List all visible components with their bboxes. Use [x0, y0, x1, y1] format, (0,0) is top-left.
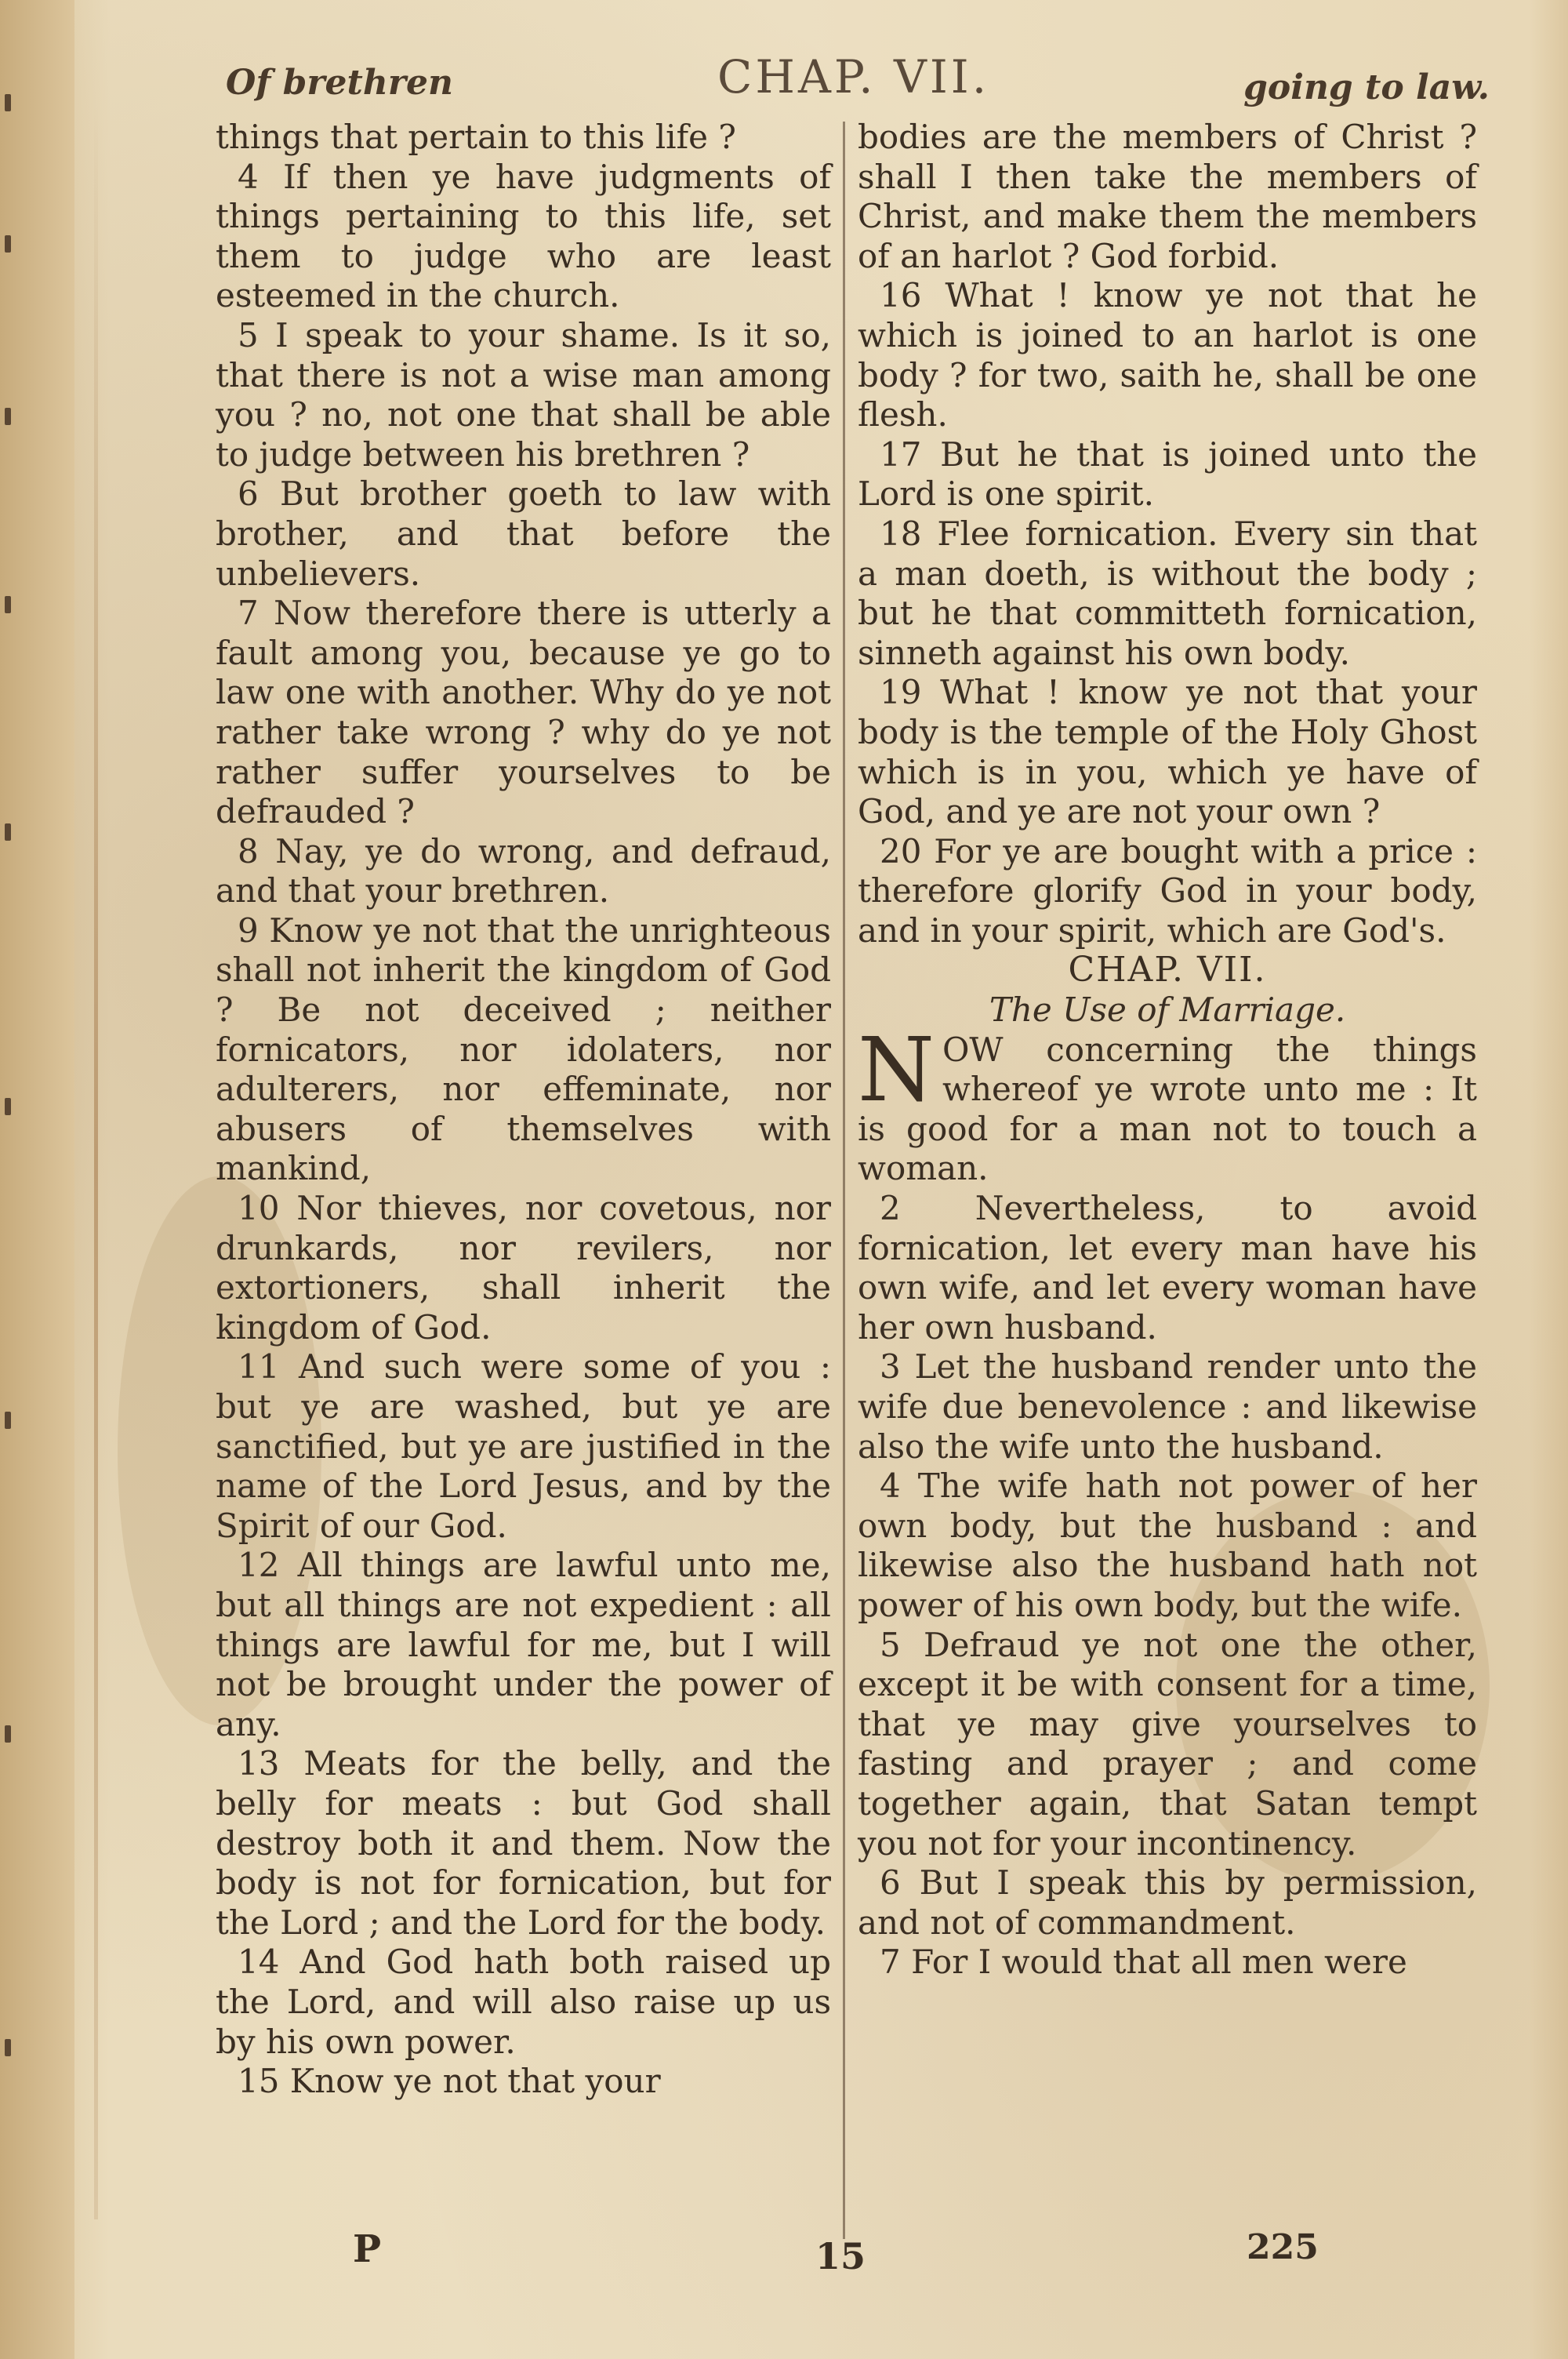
header-chapter: CHAP. VII. — [717, 50, 990, 104]
running-header — [212, 47, 1490, 118]
verse-paragraph: 3 Let the husband render unto the wife due benevolence : and likewise also the wife unto the husband. — [858, 1347, 1477, 1466]
verse-paragraph: 5 Defraud ye not one the other, except it be with consent for a time, that ye may give yourselves to fasting and prayer ; and come together again, that Satan tempt you not for your incontinency. — [858, 1625, 1477, 1863]
verse-paragraph: 7 For I would that all men were — [880, 1943, 1407, 1982]
margin-mark — [5, 235, 11, 253]
verse-paragraph: 10 Nor thieves, nor covetous, nor drunkards, nor revilers, nor extortioners, shall inherit the kingdom of God. — [216, 1189, 831, 1347]
verse-paragraph: 5 I speak to your shame. Is it so, that there is not a wise man among you ? no, not one that shall be able to judge between his brethren ? — [216, 315, 831, 474]
margin-mark — [5, 823, 11, 841]
chapter-intro-verse — [858, 1019, 1477, 1189]
drop-cap: N — [858, 1019, 935, 1121]
chapter-heading: CHAP. VII. — [1068, 950, 1267, 990]
verse-paragraph: 7 Now therefore there is utterly a fault among you, because ye go to law one with another. Why do ye not rather take wrong ? why do ye not rather suffer yourselves to be defrauded ? — [216, 594, 831, 831]
verse-paragraph: 15 Know ye not that your — [238, 2062, 661, 2101]
verse-paragraph: 20 For ye are bought with a price : therefore glorify God in your body, and in your spirit, which are God's. — [858, 831, 1477, 950]
verse-paragraph: 6 But brother goeth to law with brother, and that before the unbelievers. — [216, 474, 831, 593]
margin-mark — [5, 596, 11, 613]
verse-paragraph: 2 Nevertheless, to avoid fornication, let every man have his own wife, and let every woman have her own husband. — [858, 1189, 1477, 1347]
left-column — [216, 118, 831, 2102]
page-footer — [212, 2227, 1490, 2282]
margin-mark — [5, 94, 11, 111]
verse-paragraph: 6 But I speak this by permission, and not of commandment. — [858, 1863, 1477, 1942]
verse-paragraph: 4 If then ye have judgments of things pertaining to this life, set them to judge who are least esteemed in the church. — [216, 157, 831, 315]
column-divider — [843, 122, 845, 2239]
chapter-subtitle: The Use of Marriage. — [989, 990, 1346, 1030]
verse-paragraph: 13 Meats for the belly, and the belly for meats : but God shall destroy both it and them. Now the body is not for fornication, but for the Lord ; and the Lord for the body. — [216, 1744, 831, 1942]
verse-paragraph: 14 And God hath both raised up the Lord, and will also raise up us by his own power. — [216, 1943, 831, 2061]
verse-paragraph: 16 What ! know ye not that he which is joined to an harlot is one body ? for two, saith he, shall be one flesh. — [858, 276, 1477, 434]
header-left: Of brethren — [226, 63, 453, 103]
verse-paragraph: 4 The wife hath not power of her own body, but the husband : and likewise also the husband hath not power of his own body, but the wife. — [858, 1467, 1477, 1624]
verse-paragraph: 11 And such were some of you : but ye are washed, but ye are sanctified, but ye are justified in the name of the Lord Jesus, and by the Spirit of our God. — [216, 1347, 831, 1545]
binding-shadow — [94, 102, 98, 2219]
verse-paragraph: 18 Flee fornication. Every sin that a man doeth, is without the body ; but he that committeth fornication, sinneth against his own body. — [858, 514, 1477, 672]
verse-paragraph: bodies are the members of Christ ? shall I then take the members of Christ, and make them the members of an harlot ? God forbid. — [858, 118, 1477, 275]
margin-mark — [5, 1412, 11, 1429]
page-number: 225 — [1247, 2227, 1319, 2267]
verse-paragraph: 12 All things are lawful unto me, but all things are not expedient : all things are lawful for me, but I will not be brought under the power of any. — [216, 1546, 831, 1743]
verse-paragraph: 8 Nay, ye do wrong, and defraud, and that your brethren. — [216, 831, 831, 911]
margin-mark — [5, 1098, 11, 1115]
signature-mark: P — [353, 2227, 382, 2271]
footer-center-number: 15 — [815, 2235, 866, 2277]
verse-paragraph: 19 What ! know ye not that your body is the temple of the Holy Ghost which is in you, which ye have of God, and ye are not your own ? — [858, 673, 1477, 831]
margin-mark — [5, 1725, 11, 1743]
verse-paragraph: 17 But he that is joined unto the Lord is one spirit. — [858, 434, 1477, 514]
margin-mark — [5, 408, 11, 425]
verse-paragraph: 9 Know ye not that the unrighteous shall not inherit the kingdom of God ? Be not deceived ; neither fornicators, nor idolaters, nor adulterers, nor effeminate, nor abusers of themselves with mankind, — [216, 911, 831, 1188]
intro-text: OW concerning the things whereof ye wrote unto me : It is good for a man not to touch a woman. — [858, 1030, 1477, 1188]
header-right: going to law. — [1243, 67, 1490, 107]
verse-paragraph: things that pertain to this life ? — [216, 118, 736, 156]
margin-mark — [5, 2039, 11, 2056]
right-column — [858, 118, 1477, 1983]
page-gutter — [0, 0, 74, 2359]
